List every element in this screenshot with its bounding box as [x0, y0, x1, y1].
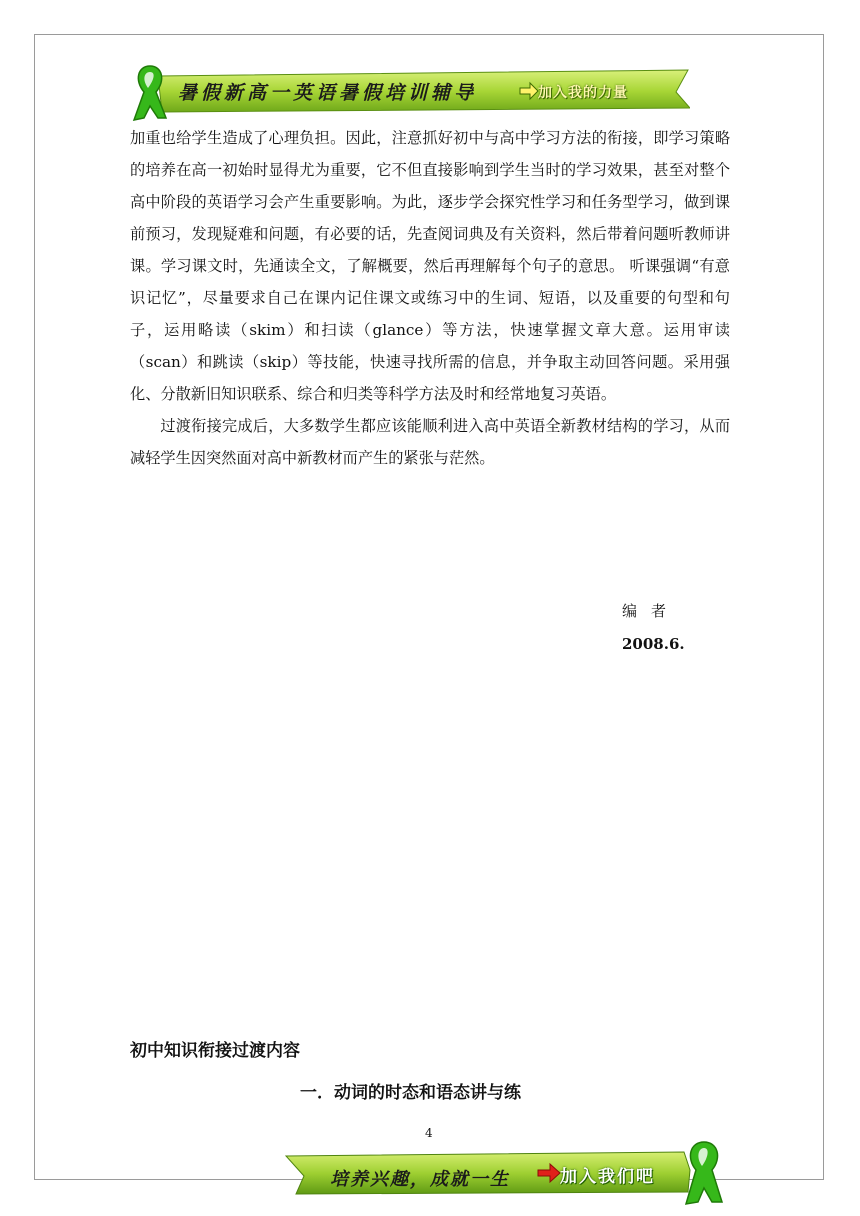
header-banner-title: 暑假新高一英语暑假培训辅导	[178, 82, 478, 104]
signature-author: 编者	[622, 602, 681, 620]
section-title: 初中知识衔接过渡内容	[130, 1041, 300, 1061]
section-subtitle: 一．动词的时态和语态讲与练	[300, 1083, 521, 1103]
footer-banner-tag: 加入我们吧	[560, 1167, 655, 1187]
signature-date: 2008.6.	[622, 635, 685, 653]
paragraph: 过渡衔接完成后，大多数学生都应该能顺利进入高中英语全新教材结构的学习，从而减轻学生因突然面对高中新教材而产生的紧张与茫然。	[130, 417, 730, 467]
page-number: 4	[425, 1126, 433, 1140]
header-banner-tag: 加入我的力量	[538, 85, 628, 101]
footer-banner-title: 培养兴趣，成就一生	[330, 1169, 510, 1190]
green-ribbon-icon	[686, 1142, 722, 1204]
body-text	[130, 122, 730, 474]
paragraph: 加重也给学生造成了心理负担。因此，注意抓好初中与高中学习方法的衔接，即学习策略的培养在高一初始时显得尤为重要，它不但直接影响到学生当时的学习效果，甚至对整个高中阶段的英语学习会产生重要影响。为此，逐步学会探究性学习和任务型学习，做到课前预习，发现疑难和问题，有必要的话，先查阅词典及有关资料，然后带着问题听教师讲课。学习课文时，先通读全文，了解概要，然后再理解每个句子的意思。 听课强调“有意识记忆”，尽量要求自己在课内记住课文或练习中的生词、短语，以及重要的句型和句子，运用略读（skim）和扫读（glance）等方法，快速掌握文章大意。运用审读（scan）和跳读（skip）等技能，快速寻找所需的信息，并争取主动回答问题。采用强化、分散新旧知识联系、综合和归类等科学方法及时和经常地复习英语。	[130, 129, 730, 403]
